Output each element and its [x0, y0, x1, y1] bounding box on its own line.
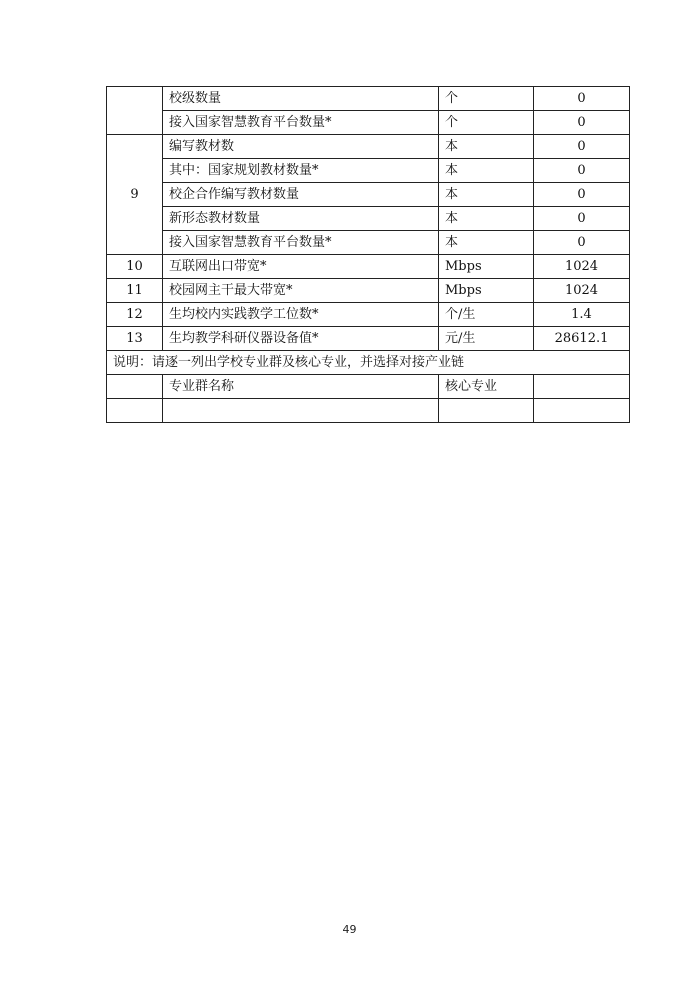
item-cell: 新形态教材数量 — [163, 207, 439, 231]
item-cell: 互联网出口带宽* — [163, 255, 439, 279]
group-name-header: 专业群名称 — [163, 375, 439, 399]
table-row — [107, 231, 630, 255]
note-text: 说明：请逐一列出学校专业群及核心专业，并选择对接产业链 — [107, 351, 630, 375]
empty-cell — [163, 399, 439, 423]
unit-cell: 本 — [439, 183, 534, 207]
core-major-header: 核心专业 — [439, 375, 534, 399]
unit-cell: 个 — [439, 111, 534, 135]
table-row — [107, 159, 630, 183]
table-row — [107, 135, 630, 159]
note-row — [107, 351, 630, 375]
item-cell: 校企合作编写教材数量 — [163, 183, 439, 207]
table-row — [107, 111, 630, 135]
item-cell: 接入国家智慧教育平台数量* — [163, 231, 439, 255]
empty-cell — [107, 399, 163, 423]
value-cell: 0 — [534, 207, 630, 231]
row-number-cell — [107, 87, 163, 135]
value-cell: 0 — [534, 231, 630, 255]
value-cell: 0 — [534, 183, 630, 207]
value-cell: 1.4 — [534, 303, 630, 327]
row-number-cell: 9 — [107, 135, 163, 255]
item-cell: 校级数量 — [163, 87, 439, 111]
row-number-cell: 12 — [107, 303, 163, 327]
value-cell: 1024 — [534, 255, 630, 279]
unit-cell: 个 — [439, 87, 534, 111]
table-row — [107, 303, 630, 327]
empty-cell — [534, 399, 630, 423]
table-row — [107, 87, 630, 111]
unit-cell: 本 — [439, 135, 534, 159]
unit-cell: 本 — [439, 231, 534, 255]
item-cell: 生均教学科研仪器设备值* — [163, 327, 439, 351]
item-cell: 生均校内实践教学工位数* — [163, 303, 439, 327]
value-cell: 28612.1 — [534, 327, 630, 351]
value-cell: 0 — [534, 87, 630, 111]
value-cell: 0 — [534, 111, 630, 135]
table-row — [107, 279, 630, 303]
empty-cell — [439, 399, 534, 423]
item-cell: 校园网主干最大带宽* — [163, 279, 439, 303]
value-cell: 0 — [534, 159, 630, 183]
unit-cell: 元/生 — [439, 327, 534, 351]
table-row — [107, 255, 630, 279]
empty-cell — [534, 375, 630, 399]
unit-cell: Mbps — [439, 279, 534, 303]
row-number-cell: 11 — [107, 279, 163, 303]
unit-cell: 个/生 — [439, 303, 534, 327]
item-cell: 编写教材数 — [163, 135, 439, 159]
row-number-cell: 13 — [107, 327, 163, 351]
table-row — [107, 183, 630, 207]
row-number-cell: 10 — [107, 255, 163, 279]
sub-header-row — [107, 375, 630, 399]
table-row — [107, 207, 630, 231]
value-cell: 0 — [534, 135, 630, 159]
unit-cell: 本 — [439, 207, 534, 231]
empty-cell — [107, 375, 163, 399]
unit-cell: 本 — [439, 159, 534, 183]
table-row — [107, 327, 630, 351]
empty-row — [107, 399, 630, 423]
value-cell: 1024 — [534, 279, 630, 303]
item-cell: 接入国家智慧教育平台数量* — [163, 111, 439, 135]
unit-cell: Mbps — [439, 255, 534, 279]
page-number: 49 — [342, 923, 357, 936]
item-cell: 其中：国家规划教材数量* — [163, 159, 439, 183]
statistics-table — [106, 86, 630, 423]
